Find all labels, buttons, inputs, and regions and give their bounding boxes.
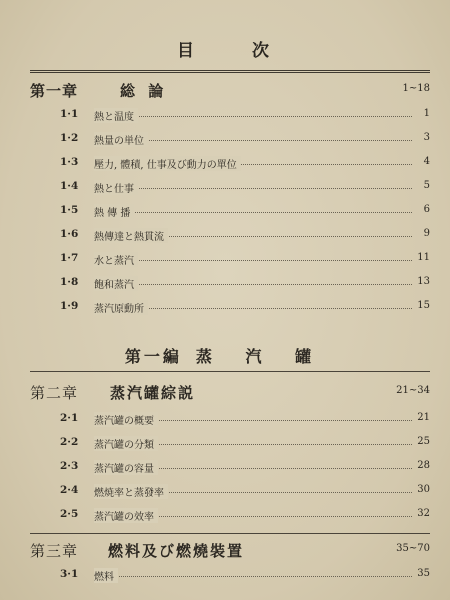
toc-entry-2-2[interactable]	[60, 434, 430, 452]
part-heading[interactable]	[0, 344, 450, 367]
section-number: 1·8	[60, 276, 79, 288]
section-label: 蒸汽罐の效率	[94, 508, 158, 523]
toc-entry-1-6[interactable]	[60, 226, 430, 244]
chapter-title: 総 論	[120, 82, 168, 100]
chapter-page-range: 1~18	[402, 83, 430, 94]
section-number: 2·5	[60, 508, 79, 520]
section-label: 蒸汽原動所	[94, 300, 148, 315]
part-rule	[30, 371, 430, 372]
section-label: 熱と温度	[94, 108, 138, 123]
section-page: 30	[417, 484, 430, 495]
section-number: 1·9	[60, 300, 79, 312]
chapter-rule	[30, 533, 430, 534]
dot-leader	[94, 251, 412, 261]
dot-leader	[94, 567, 412, 577]
section-label: 熱傳達と熱貫流	[94, 228, 168, 243]
section-number: 2·3	[60, 460, 79, 472]
toc-entry-3-1[interactable]	[60, 566, 430, 584]
toc-entry-1-2[interactable]	[60, 130, 430, 148]
chapter-page-range: 35~70	[396, 543, 430, 554]
chapter-number: 第三章	[30, 542, 79, 560]
section-label: 壓力, 體積, 仕事及び動力の單位	[94, 156, 241, 171]
toc-entry-1-7[interactable]	[60, 250, 430, 268]
chapter-3-heading[interactable]	[30, 540, 430, 560]
section-number: 1·1	[60, 108, 79, 120]
part-title: 蒸 汽 罐	[195, 347, 326, 366]
section-number: 2·1	[60, 412, 79, 424]
section-page: 25	[417, 436, 430, 447]
toc-entry-2-1[interactable]	[60, 410, 430, 428]
toc-entry-1-3[interactable]	[60, 154, 430, 172]
section-page: 35	[417, 568, 430, 579]
section-label: 飽和蒸汽	[94, 276, 138, 291]
section-number: 2·2	[60, 436, 79, 448]
section-page: 6	[423, 204, 430, 215]
chapter-title: 燃料及び燃燒裝置	[108, 542, 245, 560]
toc-entry-1-8[interactable]	[60, 274, 430, 292]
section-number: 3·1	[60, 568, 79, 580]
dot-leader	[94, 107, 412, 117]
section-page: 11	[417, 252, 430, 263]
section-number: 1·5	[60, 204, 79, 216]
section-number: 2·4	[60, 484, 79, 496]
chapter-page-range: 21~34	[396, 385, 430, 396]
section-number: 1·6	[60, 228, 79, 240]
toc-entry-2-3[interactable]	[60, 458, 430, 476]
section-page: 21	[417, 412, 430, 423]
dot-leader	[94, 179, 412, 189]
chapter-1-heading[interactable]	[30, 80, 430, 100]
section-label: 蒸汽罐の概要	[94, 412, 158, 427]
section-page: 9	[423, 228, 430, 239]
dot-leader	[94, 275, 412, 285]
chapter-number: 第二章	[30, 384, 79, 402]
section-number: 1·3	[60, 156, 79, 168]
page-title: 目 次	[177, 41, 295, 61]
toc-entry-1-4[interactable]	[60, 178, 430, 196]
section-label: 燃料	[94, 568, 118, 583]
chapter-number: 第一章	[30, 82, 79, 100]
section-label: 水と蒸汽	[94, 252, 138, 267]
toc-entry-1-9[interactable]	[60, 298, 430, 316]
section-page: 1	[423, 108, 430, 119]
section-label: 熱量の単位	[94, 132, 148, 147]
part-number: 第一編	[124, 347, 182, 366]
section-number: 1·2	[60, 132, 79, 144]
section-page: 3	[423, 132, 430, 143]
title-rule	[30, 70, 430, 73]
toc-entry-2-4[interactable]	[60, 482, 430, 500]
section-number: 1·7	[60, 252, 79, 264]
toc-entry-2-5[interactable]	[60, 506, 430, 524]
chapter-title: 蒸汽罐綜説	[110, 384, 196, 402]
toc-entry-1-1[interactable]	[60, 106, 430, 124]
section-label: 熱と仕事	[94, 180, 138, 195]
section-number: 1·4	[60, 180, 79, 192]
section-page: 15	[417, 300, 430, 311]
section-page: 4	[423, 156, 430, 167]
toc-entry-1-5[interactable]	[60, 202, 430, 220]
section-label: 燃焼率と蒸發率	[94, 484, 168, 499]
dot-leader	[94, 203, 412, 213]
section-label: 蒸汽罐の容量	[94, 460, 158, 475]
section-page: 28	[417, 460, 430, 471]
section-label: 熱 傳 播	[94, 204, 134, 219]
section-page: 32	[417, 508, 430, 519]
section-page: 13	[417, 276, 430, 287]
section-label: 蒸汽罐の分類	[94, 436, 158, 451]
section-page: 5	[423, 180, 430, 191]
chapter-2-heading[interactable]	[30, 382, 430, 402]
